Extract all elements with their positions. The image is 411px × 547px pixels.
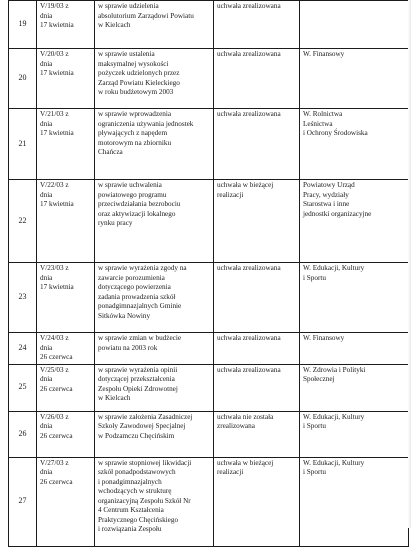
resolution-number: V/21/03 z dnia 17 kwietnia [37,109,95,180]
table-row [9,333,409,365]
table-row [9,411,409,457]
resolution-number: V/26/03 z dnia 26 czerwca [37,411,95,457]
resolution-subject: w sprawie zmian w budżecie powiatu na 2003 rok [95,333,214,365]
responsible-unit: W. Edukacji, Kultury i Sportu [300,411,409,457]
table-row [9,180,409,263]
implementation-status: uchwała w bieżącej realizacji [214,180,300,263]
responsible-unit: W. Finansowy [300,49,409,109]
resolution-subject: w sprawie uchwalenia powiatowego programu przeciwdziałania bezrobociu oraz aktywizacji lokalnego rynku pracy [95,180,214,263]
resolution-number: V/23/03 z dnia 17 kwietnia [37,263,95,333]
resolution-subject: w sprawie wyrażenia opinii dotyczącej przekształcenia Zespołu Opieki Zdrowotnej w Kielcach [95,364,214,411]
responsible-unit: W. Finansowy [300,333,409,365]
row-number: 25 [9,364,37,411]
row-number: 27 [9,457,37,546]
resolution-subject: w sprawie założenia Zasadniczej Szkoły Zawodowej Specjalnej w Podzamczu Chęcińskim [95,411,214,457]
table-row [9,1,409,49]
resolution-subject: w sprawie udzielenia absolutorium Zarządowi Powiatu w Kielcach [95,1,214,49]
row-number: 20 [9,49,37,109]
table-row [9,49,409,109]
implementation-status: uchwała zrealizowana [214,263,300,333]
implementation-status: uchwała zrealizowana [214,109,300,180]
implementation-status: uchwała zrealizowana [214,364,300,411]
row-number: 23 [9,263,37,333]
implementation-status: uchwała nie została zrealizowana [214,411,300,457]
responsible-unit [300,1,409,49]
resolutions-table [8,0,409,547]
resolution-number: V/25/03 z dnia 26 czerwca [37,364,95,411]
resolution-number: V/27/03 z dnia 26 czerwca [37,457,95,546]
row-number: 19 [9,1,37,49]
row-number: 21 [9,109,37,180]
responsible-unit: W. Zdrowia i Polityki Społecznej [300,364,409,411]
row-number: 24 [9,333,37,365]
responsible-unit: Powiatowy Urząd Pracy, wydziały Starostwa i inne jednostki organizacyjne [300,180,409,263]
implementation-status: uchwała zrealizowana [214,49,300,109]
implementation-status: uchwała w bieżącej realizacji [214,457,300,546]
resolution-number: V/24/03 z dnia 26 czerwca [37,333,95,365]
table-row [9,109,409,180]
responsible-unit: W. Edukacji, Kultury i Sportu [300,263,409,333]
implementation-status: uchwała zrealizowana [214,333,300,365]
resolution-subject: w sprawie stopniowej likwidacji szkół ponadpodstawowych i ponadgimnazjalnych wchodzących w strukturę organizacyjną Zespołu Szkół Nr 4 Centrum Kształcenia Praktycznego Chęcińskiego i rozwiązania Zespołu [95,457,214,546]
table-row [9,457,409,546]
table-body [9,1,409,547]
row-number: 26 [9,411,37,457]
row-number: 22 [9,180,37,263]
responsible-unit: W. Rolnictwa Leśnictwa i Ochrony Środowiska [300,109,409,180]
resolution-number: V/20/03 z dnia 17 kwietnia [37,49,95,109]
resolution-number: V/22/03 z dnia 17 kwietnia [37,180,95,263]
resolution-number: V/19/03 z dnia 17 kwietnia [37,1,95,49]
implementation-status: uchwała zrealizowana [214,1,300,49]
table-row [9,263,409,333]
table-row [9,364,409,411]
resolution-subject: w sprawie ustalenia maksymalnej wysokości pożyczek udzielonych przez Zarząd Powiatu Kieleckiego w roku budżetowym 2003 [95,49,214,109]
responsible-unit: W. Edukacji, Kultury i Sportu [300,457,409,546]
resolution-subject: w sprawie wprowadzenia ograniczenia używania jednostek pływających z napędem motorowym na zbiorniku Chańcza [95,109,214,180]
resolution-subject: w sprawie wyrażenia zgody na zawarcie porozumienia dotyczącego powierzenia zadania prowadzenia szkół ponadgimnazjalnych Gminie Sitkówka Nowiny [95,263,214,333]
